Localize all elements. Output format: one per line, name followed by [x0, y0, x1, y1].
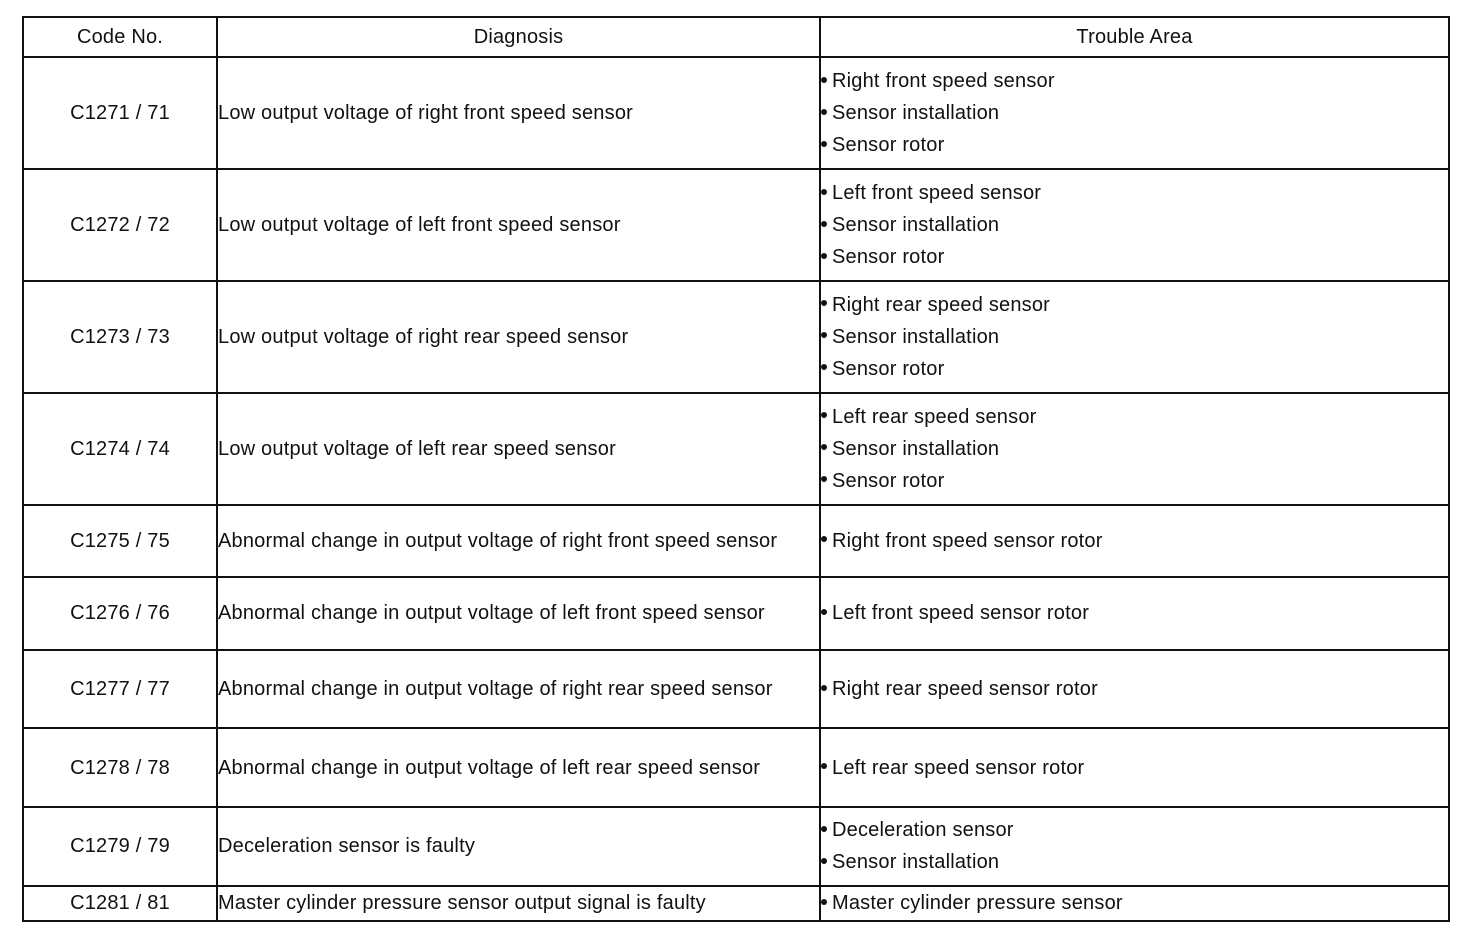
diagnosis-cell: Low output voltage of left front speed sensor [217, 169, 820, 281]
trouble-area-text: Right front speed sensor [832, 69, 1055, 92]
trouble-area-cell [820, 57, 1449, 169]
trouble-area-cell [820, 728, 1449, 807]
trouble-area-list [821, 177, 1448, 273]
code-cell: C1275 / 75 [23, 505, 217, 578]
table-row [23, 169, 1449, 281]
bullet-icon [821, 253, 827, 259]
trouble-area-list [821, 597, 1448, 629]
bullet-icon [821, 444, 827, 450]
trouble-area-text: Right rear speed sensor rotor [832, 677, 1098, 700]
table-header-row [23, 17, 1449, 57]
trouble-area-cell [820, 650, 1449, 729]
diagnosis-cell: Master cylinder pressure sensor output signal is faulty [217, 886, 820, 921]
trouble-area-text: Sensor installation [832, 851, 1000, 874]
trouble-area-list [821, 525, 1448, 557]
table-row [23, 57, 1449, 169]
trouble-area-text: Sensor installation [832, 437, 1000, 460]
bullet-icon [821, 412, 827, 418]
bullet-icon [821, 189, 827, 195]
code-cell: C1274 / 74 [23, 393, 217, 505]
trouble-area-item [821, 241, 1448, 273]
table-row [23, 505, 1449, 578]
table-row [23, 728, 1449, 807]
code-cell: C1279 / 79 [23, 807, 217, 886]
trouble-area-text: Sensor rotor [832, 357, 945, 380]
trouble-area-list [821, 401, 1448, 497]
bullet-icon [821, 763, 827, 769]
trouble-area-text: Master cylinder pressure sensor [832, 892, 1123, 915]
trouble-area-cell [820, 169, 1449, 281]
trouble-area-item [821, 65, 1448, 97]
diagnosis-cell: Deceleration sensor is faulty [217, 807, 820, 886]
table-row [23, 281, 1449, 393]
trouble-area-item [821, 888, 1448, 918]
trouble-area-item [821, 673, 1448, 705]
diagnostic-code-table-container [22, 16, 1448, 922]
code-cell: C1271 / 71 [23, 57, 217, 169]
code-cell: C1273 / 73 [23, 281, 217, 393]
trouble-area-text: Left rear speed sensor rotor [832, 756, 1085, 779]
code-cell: C1272 / 72 [23, 169, 217, 281]
trouble-area-cell [820, 577, 1449, 650]
trouble-area-item [821, 597, 1448, 629]
bullet-icon [821, 609, 827, 615]
diagnostic-code-table [22, 16, 1450, 922]
bullet-icon [821, 77, 827, 83]
trouble-area-text: Left rear speed sensor [832, 405, 1037, 428]
code-cell: C1276 / 76 [23, 577, 217, 650]
trouble-area-text: Left front speed sensor [832, 181, 1042, 204]
trouble-area-text: Right rear speed sensor [832, 293, 1051, 316]
bullet-icon [821, 899, 827, 905]
table-row [23, 393, 1449, 505]
code-cell: C1281 / 81 [23, 886, 217, 921]
trouble-area-text: Sensor installation [832, 213, 1000, 236]
table-row [23, 886, 1449, 921]
trouble-area-item [821, 401, 1448, 433]
bullet-icon [821, 109, 827, 115]
trouble-area-text: Deceleration sensor [832, 819, 1014, 842]
trouble-area-text: Left front speed sensor rotor [832, 602, 1090, 625]
trouble-area-list [821, 888, 1448, 918]
bullet-icon [821, 364, 827, 370]
header-code-no: Code No. [23, 17, 217, 57]
trouble-area-text: Right front speed sensor rotor [832, 529, 1103, 552]
trouble-area-item [821, 846, 1448, 878]
bullet-icon [821, 141, 827, 147]
trouble-area-item [821, 752, 1448, 784]
code-cell: C1278 / 78 [23, 728, 217, 807]
trouble-area-item [821, 433, 1448, 465]
bullet-icon [821, 826, 827, 832]
bullet-icon [821, 332, 827, 338]
trouble-area-item [821, 321, 1448, 353]
trouble-area-item [821, 465, 1448, 497]
trouble-area-text: Sensor rotor [832, 245, 945, 268]
bullet-icon [821, 685, 827, 691]
trouble-area-list [821, 673, 1448, 705]
code-cell: C1277 / 77 [23, 650, 217, 729]
trouble-area-cell [820, 281, 1449, 393]
trouble-area-item [821, 525, 1448, 557]
trouble-area-item [821, 209, 1448, 241]
diagnosis-cell: Low output voltage of right front speed sensor [217, 57, 820, 169]
trouble-area-item [821, 353, 1448, 385]
header-diagnosis: Diagnosis [217, 17, 820, 57]
table-row [23, 577, 1449, 650]
trouble-area-text: Sensor installation [832, 325, 1000, 348]
bullet-icon [821, 536, 827, 542]
trouble-area-text: Sensor installation [832, 101, 1000, 124]
trouble-area-text: Sensor rotor [832, 133, 945, 156]
diagnosis-cell: Abnormal change in output voltage of left rear speed sensor [217, 728, 820, 807]
trouble-area-item [821, 97, 1448, 129]
diagnosis-cell: Low output voltage of right rear speed sensor [217, 281, 820, 393]
diagnosis-cell: Abnormal change in output voltage of right rear speed sensor [217, 650, 820, 729]
diagnosis-cell: Low output voltage of left rear speed sensor [217, 393, 820, 505]
table-row [23, 650, 1449, 729]
bullet-icon [821, 476, 827, 482]
header-trouble-area: Trouble Area [820, 17, 1449, 57]
trouble-area-cell [820, 505, 1449, 578]
table-row [23, 807, 1449, 886]
trouble-area-item [821, 129, 1448, 161]
trouble-area-cell [820, 393, 1449, 505]
trouble-area-item [821, 814, 1448, 846]
trouble-area-item [821, 289, 1448, 321]
diagnosis-cell: Abnormal change in output voltage of left front speed sensor [217, 577, 820, 650]
bullet-icon [821, 221, 827, 227]
trouble-area-list [821, 65, 1448, 161]
trouble-area-cell [820, 807, 1449, 886]
trouble-area-list [821, 289, 1448, 385]
trouble-area-list [821, 814, 1448, 878]
diagnosis-cell: Abnormal change in output voltage of right front speed sensor [217, 505, 820, 578]
trouble-area-item [821, 177, 1448, 209]
trouble-area-list [821, 752, 1448, 784]
trouble-area-text: Sensor rotor [832, 469, 945, 492]
trouble-area-cell [820, 886, 1449, 921]
bullet-icon [821, 300, 827, 306]
bullet-icon [821, 858, 827, 864]
